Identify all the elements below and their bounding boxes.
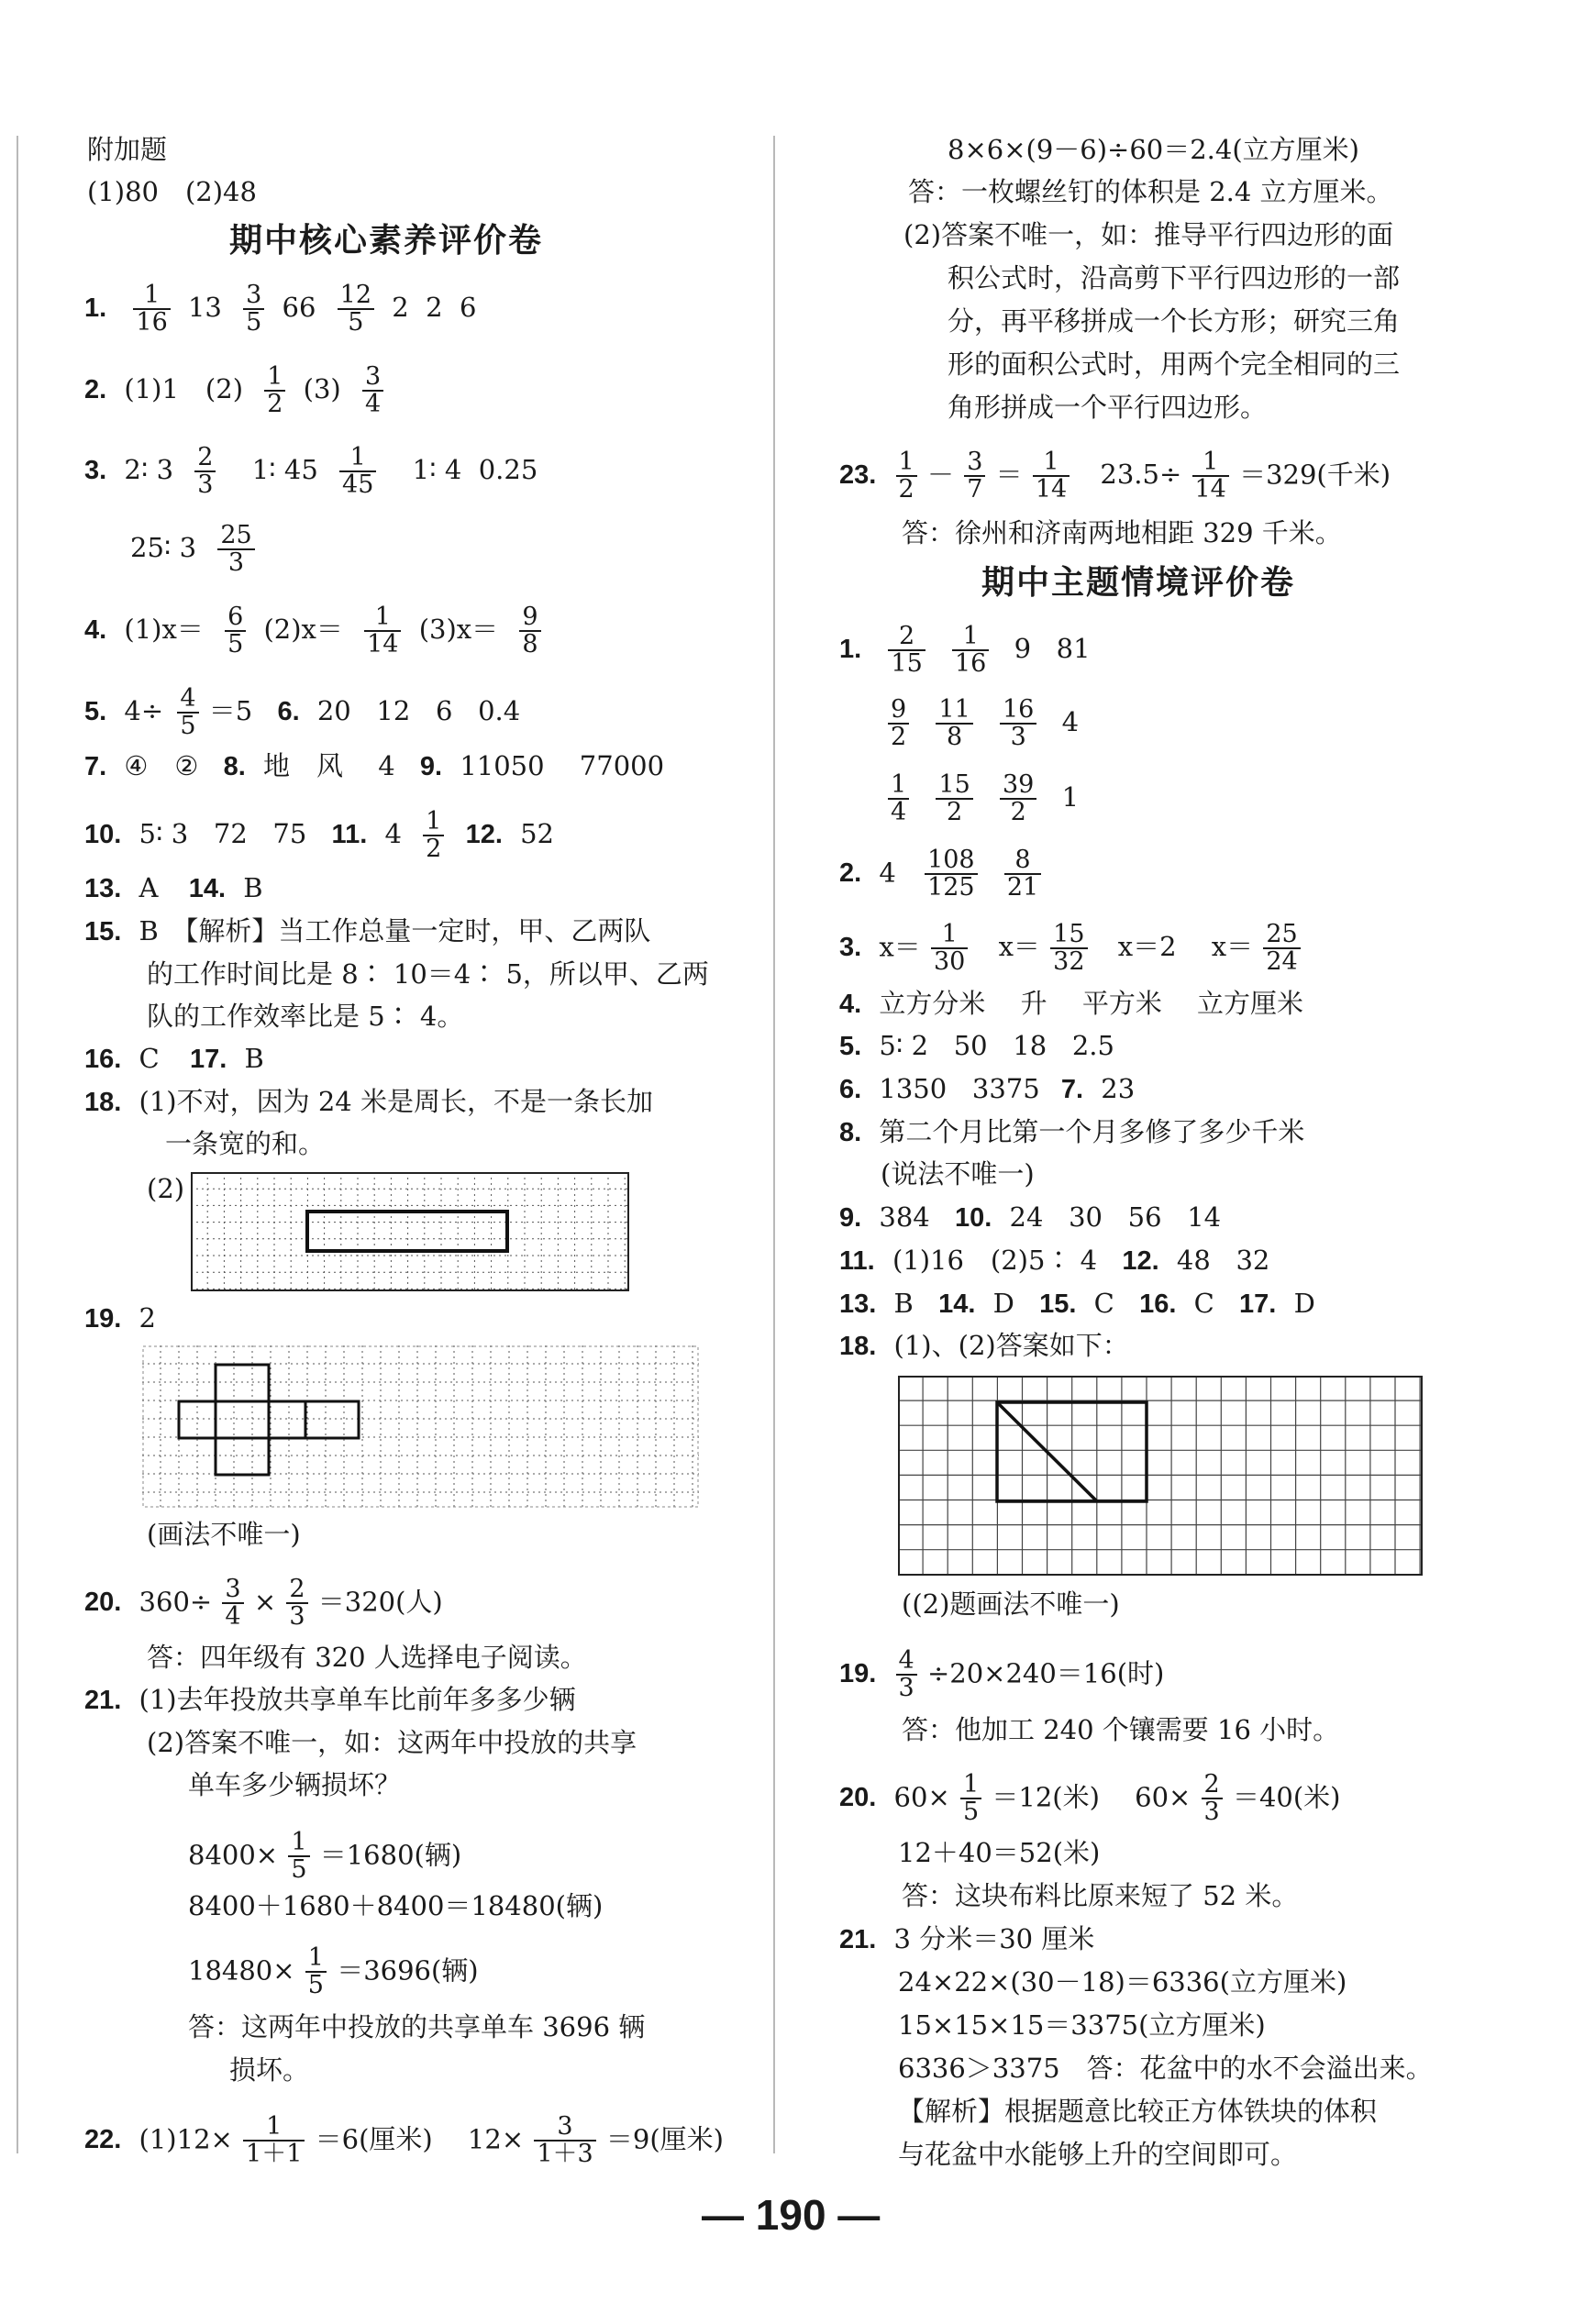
- right-cont-line5: 分，再平移拼成一个长方形；研究三角: [948, 305, 1401, 337]
- answer-text: 18480×: [188, 1954, 295, 1987]
- fraction: $\frac{3}{4}$: [222, 1577, 243, 1631]
- answer-text: 4: [384, 818, 402, 850]
- answer-text: 4: [1061, 706, 1080, 738]
- p2: [839, 847, 1050, 902]
- p18: [839, 1327, 1129, 1365]
- dotted-grid: [142, 1345, 699, 1508]
- p20: [839, 1772, 1340, 1826]
- p1-row2: [879, 697, 1079, 751]
- answer-text: ＝5: [208, 695, 253, 727]
- answer-text: D: [992, 1288, 1014, 1319]
- answer-text: D: [1293, 1288, 1315, 1319]
- p21-line1: [839, 1920, 1094, 1958]
- answer-text: 8400×: [188, 1839, 279, 1871]
- p1-row3: [879, 772, 1079, 826]
- p8-line1: [839, 1113, 1304, 1151]
- answer-text: C: [1093, 1288, 1114, 1319]
- q-number: 15.: [1039, 1289, 1077, 1319]
- p19-answer: 答：他加工 240 个镶需要 16 小时。: [902, 1714, 1340, 1745]
- q21-expr2: 8400＋1680＋8400＝18480(辆): [188, 1890, 604, 1921]
- fraction: $\frac{8}{21}$: [1004, 847, 1041, 902]
- q13-q14: [84, 869, 267, 907]
- dotted-grid: [191, 1172, 629, 1291]
- right-cont-line2: 答：一枚螺丝钉的体积是 2.4 立方厘米。: [908, 176, 1393, 207]
- fraction: $\frac{3}{1+3}$: [534, 2114, 595, 2168]
- q21-expr1: [188, 1830, 461, 1884]
- q15-line3: 队的工作效率比是 5∶ 4。: [147, 1001, 464, 1032]
- q-number: 14.: [188, 874, 227, 903]
- right-cont-line1: 8×6×(9－6)÷60＝2.4(立方厘米): [948, 134, 1359, 165]
- q-number: 10.: [954, 1203, 992, 1233]
- answer-text: B: [893, 1288, 914, 1319]
- q15-line1: [84, 913, 650, 950]
- answer-text: －: [926, 459, 954, 491]
- q21-line1: [84, 1681, 576, 1719]
- answer-text: 1∶ 45: [251, 454, 318, 486]
- answer-text: 11050 77000: [460, 750, 665, 781]
- q-number: 6.: [839, 1075, 862, 1104]
- fraction: $\frac{2}{3}$: [286, 1577, 307, 1631]
- answer-text: C: [139, 1043, 160, 1074]
- q21-answer1: 答：这两年中投放的共享单车 3696 辆: [188, 2011, 646, 2042]
- drawn-rectangle: [307, 1212, 507, 1251]
- q-number: 20.: [839, 1783, 877, 1813]
- p19: [839, 1648, 1164, 1702]
- q18-grid-figure: [191, 1172, 629, 1291]
- q-number: 12.: [1122, 1246, 1159, 1276]
- fraction: $\frac{1}{2}$: [423, 809, 444, 863]
- answer-text: 2 2 6: [392, 292, 477, 324]
- section-heading-theme: 期中主题情境评价卷: [981, 564, 1296, 602]
- answer-text: 9 81: [1014, 633, 1091, 665]
- q-number: 2.: [839, 858, 862, 889]
- q-number: 3.: [84, 456, 107, 486]
- answer-text: (2)x＝: [263, 614, 343, 646]
- column-divider: [773, 136, 775, 2153]
- answer-text: 25∶ 3: [130, 532, 197, 564]
- fraction: $\frac{12}{5}$: [338, 282, 374, 337]
- answer-text: 60×: [893, 1781, 950, 1813]
- fraction: $\frac{1}{14}$: [1192, 449, 1229, 504]
- q-number: 6.: [277, 697, 300, 727]
- q-number: 21.: [839, 1925, 877, 1954]
- fraction: $\frac{9}{2}$: [888, 697, 909, 751]
- answer-text: B 【解析】当工作总量一定时，甲、乙两队: [139, 915, 651, 946]
- q-number: 19.: [839, 1659, 877, 1689]
- q-number: 17.: [189, 1045, 227, 1074]
- page-number: — 190 —: [702, 2191, 881, 2239]
- q3-continued: [130, 523, 264, 577]
- q-number: 23.: [839, 460, 877, 491]
- answer-text: 第二个月比第一个月多修了多少千米: [879, 1116, 1305, 1147]
- fraction: $\frac{4}{5}$: [177, 686, 198, 740]
- p9-p10: [839, 1199, 1221, 1236]
- answer-text: (1)12×: [139, 2123, 233, 2155]
- answer-text: (1)、(2)答案如下：: [893, 1330, 1129, 1361]
- q-number: 11.: [331, 820, 368, 850]
- cube-net: [179, 1365, 359, 1475]
- q15-line2: 的工作时间比是 8∶ 10＝4∶ 5，所以甲、乙两: [147, 958, 709, 990]
- p5: [839, 1027, 1114, 1065]
- fraction: $\frac{3}{7}$: [964, 449, 985, 504]
- answer-text: 384: [879, 1201, 930, 1233]
- answer-text: 3 分米＝30 厘米: [893, 1923, 1095, 1954]
- right-cont-line6: 形的面积公式时，用两个完全相同的三: [948, 349, 1401, 380]
- fraction: $\frac{1}{16}$: [133, 282, 170, 337]
- right-cont-line4: 积公式时，沿高剪下平行四边形的一部: [948, 262, 1401, 293]
- q-number: 13.: [839, 1289, 877, 1319]
- q-number: 16.: [84, 1045, 122, 1074]
- answer-text: ④ ②: [124, 750, 199, 781]
- p21-line3: 15×15×15＝3375(立方厘米): [898, 2009, 1266, 2041]
- q-number: 5.: [84, 697, 107, 727]
- fraction: $\frac{25}{24}$: [1263, 922, 1300, 976]
- fraction: $\frac{15}{2}$: [936, 772, 972, 826]
- q-number: 9.: [839, 1203, 862, 1233]
- p20-line2: 12＋40＝52(米): [898, 1837, 1101, 1868]
- q-number: 16.: [1139, 1289, 1177, 1319]
- answer-text: 4: [879, 857, 896, 889]
- p13-p17: [839, 1285, 1315, 1323]
- answer-text: 2∶ 3: [124, 454, 174, 486]
- p21-line5: 【解析】根据题意比较正方体铁块的体积: [898, 2096, 1378, 2127]
- q-number: 3.: [839, 933, 862, 963]
- fraction: $\frac{4}{3}$: [896, 1648, 917, 1702]
- q10-q12: [84, 809, 558, 863]
- answer-text: ÷20×240＝16(时): [926, 1657, 1165, 1689]
- left-margin-line: [17, 136, 18, 2153]
- fraction: $\frac{1}{14}$: [364, 604, 401, 659]
- fraction: $\frac{9}{8}$: [519, 604, 540, 659]
- q-number: 15.: [84, 917, 122, 946]
- fraction: $\frac{1}{30}$: [931, 922, 968, 976]
- answer-text: ＝9(厘米): [605, 2123, 725, 2155]
- answer-text: (1)去年投放共享单车比前年多多少辆: [139, 1684, 576, 1715]
- q21-line3: 单车多少辆损坏？: [188, 1769, 402, 1800]
- q2: [84, 364, 393, 418]
- q-number: 21.: [84, 1686, 122, 1715]
- answer-text: 360÷: [139, 1586, 213, 1618]
- answer-text: 23: [1101, 1073, 1136, 1104]
- p18-note: ((2)题画法不唯一): [902, 1588, 1120, 1620]
- fraction: $\frac{1}{5}$: [305, 1945, 327, 1999]
- answer-text: 5∶ 2 50 18 2.5: [879, 1030, 1114, 1061]
- fraction: $\frac{2}{15}$: [888, 624, 925, 678]
- q21-line2: (2)答案不唯一，如：这两年中投放的共享: [147, 1727, 637, 1758]
- q5-q6: [84, 686, 524, 740]
- q-number: 12.: [465, 820, 503, 850]
- answer-text: ＝329(千米): [1239, 459, 1391, 491]
- answer-text: 2: [139, 1302, 156, 1334]
- q7-q9: [84, 747, 668, 785]
- right-cont-line7: 角形拼成一个平行四边形。: [948, 392, 1268, 423]
- answer-text: 24 30 56 14: [1009, 1201, 1222, 1233]
- fraction: $\frac{1}{16}$: [952, 624, 989, 678]
- answer-text: 48 32: [1176, 1245, 1270, 1276]
- q-number: 1.: [839, 635, 862, 665]
- answer-text: 1∶ 4 0.25: [412, 454, 538, 486]
- answer-text: 4÷: [124, 695, 164, 727]
- answer-text: x＝: [879, 931, 921, 963]
- fraction: $\frac{108}{125}$: [925, 847, 978, 902]
- q-number: 18.: [84, 1088, 122, 1117]
- q-number: 5.: [839, 1032, 862, 1061]
- answer-text: ＝40(米): [1232, 1781, 1341, 1813]
- fraction: $\frac{16}{3}$: [1000, 697, 1036, 751]
- answer-text: (1)16 (2)5∶ 4: [892, 1245, 1098, 1276]
- fraction: $\frac{1}{5}$: [960, 1772, 981, 1826]
- fraction: $\frac{11}{8}$: [936, 697, 972, 751]
- answer-text: 立方分米 升 平方米 立方厘米: [879, 988, 1304, 1019]
- q-number: 8.: [223, 752, 246, 781]
- fraction: $\frac{1}{2}$: [896, 449, 917, 504]
- grid-border: [143, 1346, 698, 1507]
- q-number: 11.: [839, 1246, 875, 1276]
- q21-expr3: [188, 1945, 479, 1999]
- answer-text: 23.5÷: [1100, 459, 1182, 491]
- q16-q17: [84, 1040, 268, 1078]
- answer-text: (3): [303, 373, 341, 405]
- p4: [839, 985, 1303, 1023]
- q18-line1: [84, 1083, 653, 1121]
- fraction: $\frac{6}{5}$: [225, 604, 246, 659]
- answer-text: ＝6(厘米) 12×: [315, 2123, 525, 2155]
- q20: [84, 1577, 443, 1631]
- q-number: 18.: [839, 1332, 877, 1361]
- fraction: $\frac{15}{32}$: [1050, 922, 1087, 976]
- fraction: $\frac{3}{5}$: [243, 282, 264, 337]
- q-number: 19.: [84, 1304, 122, 1334]
- answer-text: 52: [520, 818, 555, 850]
- q18-line2: 一条宽的和。: [165, 1128, 326, 1159]
- answer-text: 地 风 4: [263, 750, 395, 781]
- fraction: $\frac{25}{3}$: [217, 523, 254, 577]
- p8-line2: (说法不唯一): [881, 1158, 1035, 1190]
- q21-answer2: 损坏。: [229, 2054, 310, 2086]
- answer-text: 1350 3375: [879, 1073, 1040, 1104]
- q1: [84, 282, 480, 337]
- q-number: 4.: [84, 615, 107, 646]
- q-number: 7.: [84, 752, 107, 781]
- p6-p7: [839, 1070, 1135, 1108]
- answer-text: B: [243, 872, 263, 903]
- q19: [84, 1300, 160, 1337]
- q-number: 17.: [1239, 1289, 1277, 1319]
- answer-text: A: [139, 872, 159, 903]
- q4: [84, 604, 550, 659]
- answer-text: 66: [282, 292, 316, 324]
- p20-answer: 答：这块布料比原来短了 52 米。: [902, 1880, 1299, 1911]
- answer-text: 20 12 6 0.4: [316, 695, 521, 727]
- fraction: $\frac{3}{4}$: [362, 364, 383, 418]
- answer-text: ＝1680(辆): [319, 1839, 462, 1871]
- answer-text: (1)x＝: [124, 614, 204, 646]
- q-number: 7.: [1060, 1075, 1084, 1104]
- answer-text: x＝2 x＝: [1117, 931, 1254, 963]
- q-number: 4.: [839, 990, 862, 1019]
- answer-text: 5∶ 3 72 75: [139, 818, 307, 850]
- p11-p12: [839, 1242, 1269, 1279]
- answer-text: (1)不对，因为 24 米是周长，不是一条长加: [139, 1086, 653, 1117]
- answer-text: ＝: [995, 459, 1023, 491]
- q-number: 2.: [84, 375, 107, 405]
- answer-text: ×: [253, 1586, 277, 1618]
- bonus-title: 附加题: [87, 134, 168, 165]
- q23: [839, 449, 1391, 504]
- q19-cube-net-figure: [142, 1345, 699, 1508]
- q23-answer: 答：徐州和济南两地相距 329 千米。: [902, 517, 1342, 548]
- answer-text: 1: [1061, 781, 1080, 813]
- q18-part2-label: (2): [147, 1173, 185, 1204]
- fraction: $\frac{2}{3}$: [1202, 1772, 1223, 1826]
- q20-answer: 答：四年级有 320 人选择电子阅读。: [147, 1642, 587, 1673]
- q-number: 13.: [84, 874, 122, 903]
- q-number: 9.: [419, 752, 443, 781]
- q3: [84, 445, 541, 499]
- right-cont-line3: (2)答案不唯一，如：推导平行四边形的面: [903, 219, 1394, 250]
- q19-note: (画法不唯一): [147, 1519, 301, 1550]
- p21-line6: 与花盆中水能够上升的空间即可。: [898, 2139, 1298, 2170]
- answer-text: (3)x＝: [418, 614, 499, 646]
- q-number: 22.: [84, 2125, 122, 2155]
- q-number: 10.: [84, 820, 122, 850]
- fraction: $\frac{1}{5}$: [288, 1830, 309, 1884]
- answer-text: x＝: [998, 931, 1040, 963]
- p21-line4: 6336＞3375 答：花盆中的水不会溢出来。: [898, 2053, 1433, 2084]
- fraction: $\frac{1}{14}$: [1033, 449, 1070, 504]
- q-number: 1.: [84, 293, 107, 324]
- answer-text: ＝320(人): [317, 1586, 443, 1618]
- p18-grid-figure: [898, 1376, 1423, 1576]
- fraction: $\frac{39}{2}$: [1000, 772, 1036, 826]
- bonus-answer: (1)80 (2)48: [87, 176, 257, 207]
- p21-line2: 24×22×(30－18)＝6336(立方厘米): [898, 1966, 1347, 1998]
- fraction: $\frac{1}{1+1}$: [243, 2114, 305, 2168]
- answer-text: 13: [187, 292, 222, 324]
- answer-text: ＝12(米) 60×: [992, 1781, 1191, 1813]
- section-heading-core: 期中核心素养评价卷: [229, 222, 544, 260]
- fraction: $\frac{1}{2}$: [264, 364, 285, 418]
- q-number: 20.: [84, 1588, 122, 1618]
- fraction: $\frac{2}{3}$: [194, 445, 216, 499]
- fraction: $\frac{1}{4}$: [888, 772, 909, 826]
- q-number: 8.: [839, 1118, 862, 1147]
- answer-text: (1)1 (2): [124, 373, 244, 405]
- answer-text: ＝3696(辆): [337, 1954, 479, 1987]
- square-grid: [898, 1376, 1423, 1576]
- p3: [839, 922, 1302, 976]
- q22: [84, 2114, 724, 2168]
- answer-text: C: [1193, 1288, 1214, 1319]
- answer-text: B: [244, 1043, 264, 1074]
- q-number: 14.: [938, 1289, 976, 1319]
- fraction: $\frac{1}{45}$: [339, 445, 376, 499]
- p1-row1: [839, 624, 1091, 678]
